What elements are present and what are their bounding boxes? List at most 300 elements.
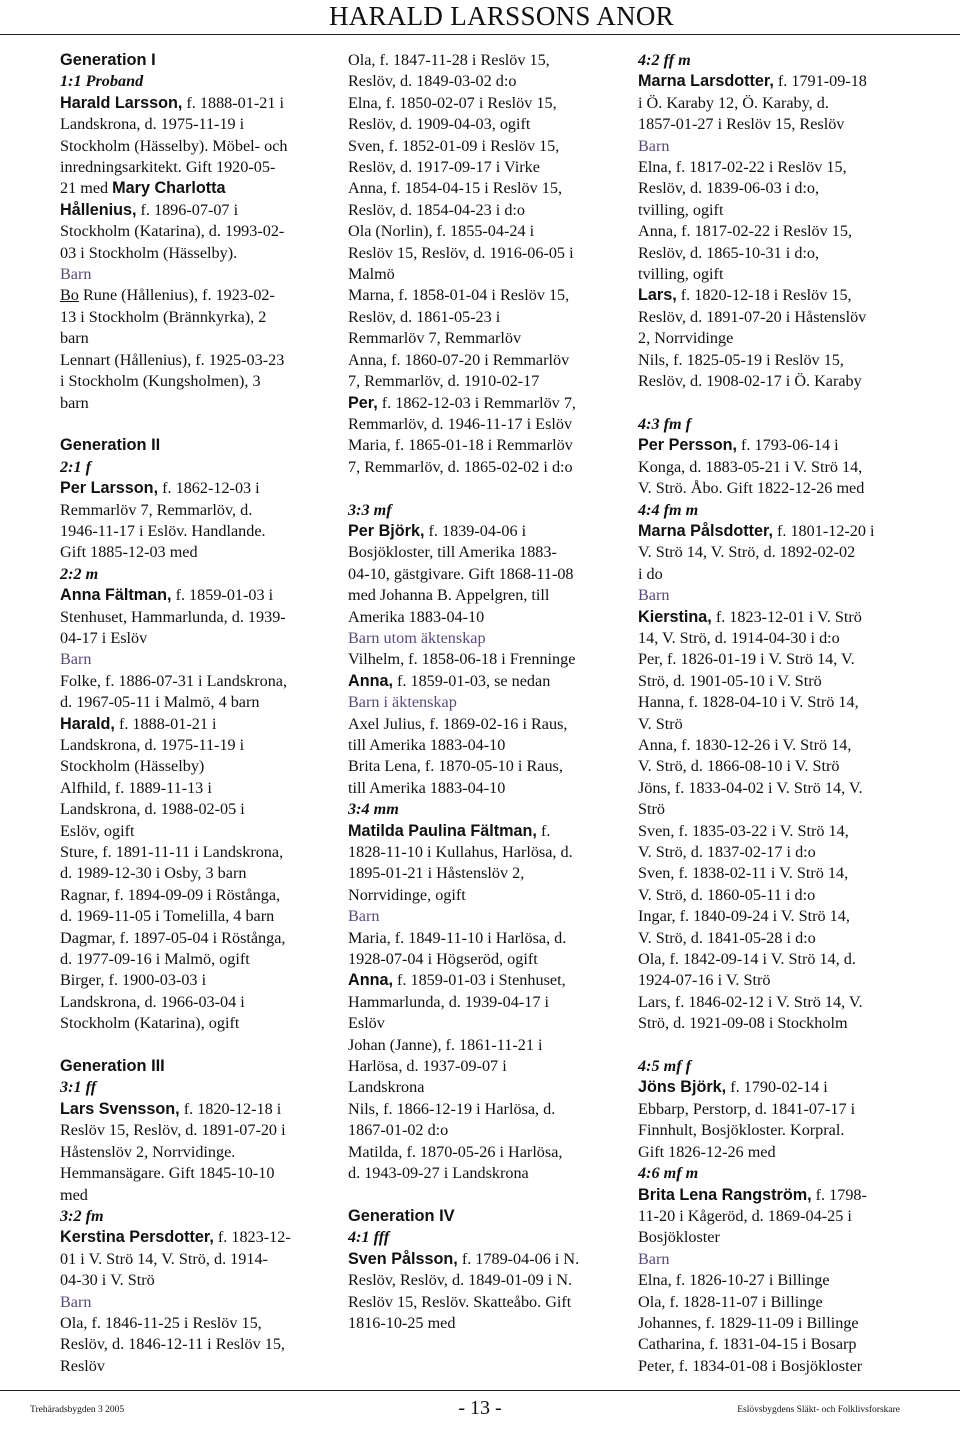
text-line — [638, 949, 910, 970]
line-text-rest: f. 1862-12-03 i — [158, 479, 260, 498]
line-text: Sven, f. 1835-03-22 i V. Strö 14, — [638, 821, 849, 840]
text-line — [60, 692, 326, 713]
line-text: Landskrona, d. 1966-03-04 i — [60, 992, 245, 1011]
line-text-rest: f. 1839-04-06 i — [424, 521, 527, 540]
line-text: 7, Remmarlöv, d. 1910-02-17 — [348, 372, 540, 391]
line-text: Barn — [638, 136, 670, 155]
text-line — [60, 328, 326, 349]
text-line — [638, 863, 910, 884]
text-line — [638, 542, 910, 563]
line-text: Catharina, f. 1831-04-15 i Bosarp — [638, 1335, 857, 1354]
line-text: Marna Larsdotter, — [638, 72, 774, 91]
text-line — [60, 1334, 326, 1355]
text-line — [638, 1334, 910, 1355]
line-text: Strö, d. 1901-05-10 i V. Strö — [638, 671, 822, 690]
line-text: Axel Julius, f. 1869-02-16 i Raus, — [348, 714, 568, 733]
text-line — [60, 1120, 326, 1141]
line-text: 1924-07-16 i V. Strö — [638, 971, 771, 990]
line-text: Anna, — [348, 971, 393, 990]
person-entry — [638, 285, 910, 306]
line-text-rest: Rune (Hållenius), f. 1923-02- — [78, 286, 275, 305]
line-text: till Amerika 1883-04-10 — [348, 735, 506, 754]
line-text: 11-20 i Kågeröd, d. 1869-04-25 i — [638, 1206, 852, 1225]
text-line — [60, 756, 326, 777]
line-text: med — [60, 1185, 88, 1204]
line-text: Remmarlöv, d. 1946-11-17 i Eslöv — [348, 414, 573, 433]
line-text-rest: f. 1790-02-14 i — [726, 1078, 828, 1097]
line-text: Ola, f. 1842-09-14 i V. Strö 14, d. — [638, 950, 856, 969]
line-text-rest: f. 1859-01-03 i — [171, 586, 274, 605]
text-line — [348, 93, 620, 114]
line-text: Generation III — [60, 1057, 165, 1076]
children-heading — [348, 906, 620, 927]
line-text-rest: f. 1793-06-14 i — [736, 436, 839, 455]
line-text-rest: f. 1823-12- — [213, 1228, 291, 1247]
person-entry — [638, 607, 910, 628]
line-text: Gift 1826-12-26 med — [638, 1142, 776, 1161]
text-line — [638, 264, 910, 285]
text-line — [348, 1163, 620, 1184]
text-line — [638, 200, 910, 221]
line-text: Bosjökloster — [638, 1228, 720, 1247]
column-1 — [60, 50, 326, 1377]
line-text: Barn — [60, 650, 92, 669]
line-text: V. Strö, d. 1860-05-11 i d:o — [638, 885, 816, 904]
text-line — [348, 457, 620, 478]
text-line — [60, 842, 326, 863]
line-text: Harald, — [60, 714, 115, 733]
text-line — [60, 542, 326, 563]
text-line — [348, 414, 620, 435]
text-line — [638, 371, 910, 392]
text-line — [348, 114, 620, 135]
text-line — [348, 1077, 620, 1098]
generation-heading — [348, 1206, 620, 1227]
text-line — [348, 607, 620, 628]
line-text: barn — [60, 329, 89, 348]
line-text-rest: f. 1820-12-18 i Reslöv 15, — [676, 286, 852, 305]
line-text: Harlösa, d. 1937-09-07 i — [348, 1057, 507, 1076]
page-number: - 13 - — [458, 1397, 502, 1419]
line-text: Sven, f. 1838-02-11 i V. Strö 14, — [638, 864, 849, 883]
line-text-rest: f. 1896-07-07 i — [136, 200, 239, 219]
person-entry — [60, 1099, 326, 1120]
ancestor-code — [348, 1227, 620, 1248]
line-text: Marna Pålsdotter, — [638, 521, 773, 540]
spacer — [60, 1035, 326, 1056]
line-text: 4:3 fm f — [638, 414, 692, 433]
line-text: Ola, f. 1846-11-25 i Reslöv 15, — [60, 1313, 262, 1332]
line-text: Elna, f. 1826-10-27 i Billinge — [638, 1271, 830, 1290]
footer-society: Eslövsbygdens Släkt- och Folklivsforskare — [737, 1405, 900, 1415]
line-text: Elna, f. 1850-02-07 i Reslöv 15, — [348, 93, 557, 112]
text-line — [348, 157, 620, 178]
line-text: Per Larsson, — [60, 479, 159, 498]
line-text: tvilling, ogift — [638, 200, 724, 219]
text-line — [60, 136, 326, 157]
line-text: Jöns Björk, — [638, 1078, 727, 1097]
line-text: Malmö — [348, 265, 395, 284]
line-text: Dagmar, f. 1897-05-04 i Röstånga, — [60, 928, 286, 947]
text-line — [348, 435, 620, 456]
footer-publication: Trehäradsbygden 3 2005 — [30, 1405, 125, 1415]
line-text: Ola, f. 1828-11-07 i Billinge — [638, 1292, 823, 1311]
line-text: Anna, f. 1830-12-26 i V. Strö 14, — [638, 735, 852, 754]
text-line — [638, 1356, 910, 1377]
text-line — [638, 628, 910, 649]
line-text: i do — [638, 564, 663, 583]
line-text: V. Strö. Åbo. Gift 1822-12-26 med — [638, 479, 865, 498]
person-entry — [60, 585, 326, 606]
line-text: Landskrona, d. 1975-11-19 i — [60, 735, 245, 754]
line-text: Brita Lena Rangström, — [638, 1185, 812, 1204]
line-text: 1:1 Proband — [60, 72, 144, 91]
ancestor-code — [638, 500, 910, 521]
line-text: Per, f. 1826-01-19 i V. Strö 14, V. — [638, 650, 855, 669]
text-line — [638, 756, 910, 777]
text-line — [60, 393, 326, 414]
text-line — [638, 307, 910, 328]
ancestor-code — [638, 1163, 910, 1184]
text-line — [348, 264, 620, 285]
person-entry — [638, 1185, 910, 1206]
line-text: till Amerika 1883-04-10 — [348, 778, 506, 797]
ancestor-code — [60, 1077, 326, 1098]
line-text: Birger, f. 1900-03-03 i — [60, 971, 207, 990]
children-heading — [348, 692, 620, 713]
text-line — [638, 928, 910, 949]
ancestor-code — [348, 500, 620, 521]
line-text: V. Strö 14, V. Strö, d. 1892-02-02 — [638, 543, 856, 562]
line-text: Barn — [60, 265, 92, 284]
text-line — [638, 157, 910, 178]
line-text: d. 1977-09-16 i Malmö, ogift — [60, 950, 250, 969]
text-line — [348, 1056, 620, 1077]
text-line — [60, 906, 326, 927]
line-text: 1946-11-17 i Eslöv. Handlande. — [60, 521, 266, 540]
line-text: Nils, f. 1866-12-19 i Harlösa, d. — [348, 1099, 556, 1118]
text-line — [348, 178, 620, 199]
text-line — [348, 1013, 620, 1034]
line-text: Stockholm (Katarina), ogift — [60, 1014, 240, 1033]
line-text-rest: f. 1859-01-03 i Stenhuset, — [392, 971, 566, 990]
text-line — [638, 714, 910, 735]
text-line — [348, 1035, 620, 1056]
line-text: 04-30 i V. Strö — [60, 1271, 155, 1290]
line-text: V. Strö — [638, 714, 683, 733]
line-text: Sven, f. 1852-01-09 i Reslöv 15, — [348, 136, 560, 155]
line-text: Peter, f. 1834-01-08 i Bosjökloster — [638, 1356, 863, 1375]
line-text: Ingar, f. 1840-09-24 i V. Strö 14, — [638, 907, 850, 926]
text-line — [348, 756, 620, 777]
text-line — [638, 1313, 910, 1334]
text-line — [638, 328, 910, 349]
line-text: Strö — [638, 800, 665, 819]
text-line — [60, 992, 326, 1013]
text-line — [60, 928, 326, 949]
line-text: Anna Fältman, — [60, 586, 172, 605]
line-text-rest: f. 1789-04-06 i N. — [457, 1249, 580, 1268]
text-line — [348, 1313, 620, 1334]
line-text: Barn — [638, 586, 670, 605]
ancestor-code — [638, 414, 910, 435]
line-text: 4:1 fff — [348, 1228, 390, 1247]
text-line — [60, 735, 326, 756]
person-entry — [60, 93, 326, 114]
text-line — [60, 521, 326, 542]
text-line — [348, 1120, 620, 1141]
line-text: Barn i äktenskap — [348, 693, 457, 712]
page-footer — [0, 1390, 960, 1431]
line-text: Landskrona — [348, 1078, 425, 1097]
line-text: Amerika 1883-04-10 — [348, 607, 485, 626]
line-text: Anna, f. 1860-07-20 i Remmarlöv — [348, 350, 570, 369]
line-text: Lars, f. 1846-02-12 i V. Strö 14, V. — [638, 992, 863, 1011]
text-line — [638, 350, 910, 371]
text-line — [60, 607, 326, 628]
line-text: Kierstina, — [638, 607, 712, 626]
text-line — [348, 200, 620, 221]
text-line — [348, 350, 620, 371]
line-text-rest: f. — [536, 821, 551, 840]
line-text-rest: f. 1820-12-18 i — [179, 1099, 282, 1118]
ancestor-code — [60, 1206, 326, 1227]
line-text: Vilhelm, f. 1858-06-18 i Frenninge — [348, 650, 576, 669]
text-line — [348, 243, 620, 264]
text-line — [60, 885, 326, 906]
text-line — [60, 1356, 326, 1377]
text-line — [348, 542, 620, 563]
line-text: 21 med — [60, 179, 113, 198]
line-text: Ragnar, f. 1894-09-09 i Röstånga, — [60, 885, 281, 904]
ancestor-code — [348, 799, 620, 820]
text-line — [638, 649, 910, 670]
person-entry — [60, 200, 326, 221]
text-line — [638, 992, 910, 1013]
line-text: tvilling, ogift — [638, 265, 724, 284]
line-text: Gift 1885-12-03 med — [60, 543, 198, 562]
line-text: Bosjökloster, till Amerika 1883- — [348, 543, 557, 562]
line-text: Stockholm (Katarina), d. 1993-02- — [60, 222, 285, 241]
line-text: Stenhuset, Hammarlunda, d. 1939- — [60, 607, 286, 626]
person-entry — [348, 821, 620, 842]
line-text: Reslöv, d. 1891-07-20 i Håstenslöv — [638, 307, 867, 326]
line-text: Norrvidinge, ogift — [348, 885, 466, 904]
line-text: d. 1967-05-11 i Malmö, 4 barn — [60, 693, 260, 712]
line-text-rest: f. 1823-12-01 i V. Strö — [711, 607, 862, 626]
line-text: 04-10, gästgivare. Gift 1868-11-08 — [348, 564, 574, 583]
ancestor-code — [60, 71, 326, 92]
line-text: Reslöv, d. 1908-02-17 i Ö. Karaby — [638, 372, 862, 391]
line-text: 4:6 mf m — [638, 1164, 699, 1183]
text-line — [60, 371, 326, 392]
line-text: Hanna, f. 1828-04-10 i V. Strö 14, — [638, 693, 859, 712]
line-text: 1828-11-10 i Kullahus, Harlösa, d. — [348, 843, 573, 862]
person-entry — [60, 478, 326, 499]
line-text: Per Persson, — [638, 436, 737, 455]
text-line — [60, 350, 326, 371]
line-text: Marna, f. 1858-01-04 i Reslöv 15, — [348, 286, 570, 305]
line-text: 3:2 fm — [60, 1206, 104, 1225]
line-text: 13 i Stockholm (Brännkyrka), 2 — [60, 307, 267, 326]
line-text: Kerstina Persdotter, — [60, 1228, 214, 1247]
text-line — [60, 1142, 326, 1163]
text-line — [60, 821, 326, 842]
line-text: Nils, f. 1825-05-19 i Reslöv 15, — [638, 350, 844, 369]
text-line — [638, 1142, 910, 1163]
text-line — [638, 1292, 910, 1313]
text-line — [638, 1120, 910, 1141]
line-text: Konga, d. 1883-05-21 i V. Strö 14, — [638, 457, 863, 476]
text-line — [348, 714, 620, 735]
line-text: Barn — [60, 1292, 92, 1311]
text-line — [348, 136, 620, 157]
line-text: Stockholm (Hässelby). Möbel- och — [60, 136, 288, 155]
line-text: Generation I — [60, 51, 156, 69]
line-text: med Johanna B. Appelgren, till — [348, 586, 550, 605]
text-line — [638, 114, 910, 135]
text-line — [348, 735, 620, 756]
text-line — [60, 1313, 326, 1334]
text-line — [638, 692, 910, 713]
text-line — [638, 970, 910, 991]
text-line — [638, 564, 910, 585]
line-text: Ola (Norlin), f. 1855-04-24 i — [348, 222, 535, 241]
text-line — [348, 949, 620, 970]
line-text-rest: f. 1862-12-03 i Remmarlöv 7, — [377, 393, 576, 412]
text-line — [348, 992, 620, 1013]
text-line — [348, 328, 620, 349]
text-line — [348, 1292, 620, 1313]
page-title: HARALD LARSSONS ANOR — [0, 0, 960, 35]
line-text: Reslöv 15, Reslöv, d. 1916-06-05 i — [348, 243, 574, 262]
text-line — [638, 799, 910, 820]
text-line — [60, 799, 326, 820]
line-text: Landskrona, d. 1988-02-05 i — [60, 800, 245, 819]
text-line — [348, 371, 620, 392]
text-line — [348, 285, 620, 306]
line-text: Reslöv, Reslöv, d. 1849-01-09 i N. — [348, 1271, 573, 1290]
line-text: Barn utom äktenskap — [348, 628, 486, 647]
line-text: 4:5 mf f — [638, 1057, 692, 1076]
line-text-bold: Mary Charlotta — [112, 179, 226, 198]
line-text: V. Strö, d. 1841-05-28 i d:o — [638, 928, 816, 947]
text-line — [638, 735, 910, 756]
text-line — [348, 221, 620, 242]
person-entry — [638, 71, 910, 92]
ancestor-code — [60, 564, 326, 585]
spacer — [348, 478, 620, 499]
text-line — [60, 1185, 326, 1206]
text-line — [348, 50, 620, 71]
person-entry — [348, 1249, 620, 1270]
line-text-rest: f. 1888-01-21 i — [182, 93, 284, 112]
line-text: Sven Pålsson, — [348, 1249, 458, 1268]
line-text: Generation II — [60, 436, 161, 455]
column-2 — [348, 50, 620, 1334]
spacer — [638, 393, 910, 414]
line-text: 2, Norrvidinge — [638, 329, 734, 348]
line-text: d. 1989-12-30 i Osby, 3 barn — [60, 864, 247, 883]
line-text: Remmarlöv 7, Remmarlöv, d. — [60, 500, 253, 519]
line-text: Finnhult, Bosjökloster. Korpral. — [638, 1121, 845, 1140]
line-text: 4:4 fm m — [638, 500, 699, 519]
line-text: V. Strö, d. 1837-02-17 i d:o — [638, 843, 816, 862]
line-text: Reslöv, d. 1854-04-23 i d:o — [348, 200, 526, 219]
line-text: Johannes, f. 1829-11-09 i Billinge — [638, 1313, 859, 1332]
text-line — [348, 928, 620, 949]
text-line — [60, 778, 326, 799]
text-line — [348, 778, 620, 799]
text-line — [638, 778, 910, 799]
line-text: 3:3 mf — [348, 500, 392, 519]
line-text: Maria, f. 1865-01-18 i Remmarlöv — [348, 436, 573, 455]
text-line — [638, 478, 910, 499]
text-line — [638, 885, 910, 906]
line-text: 03 i Stockholm (Hässelby). — [60, 243, 238, 262]
line-text: 1867-01-02 d:o — [348, 1121, 449, 1140]
line-text: Reslöv, d. 1865-10-31 i d:o, — [638, 243, 820, 262]
ancestor-code — [638, 1056, 910, 1077]
line-text: Reslöv, d. 1849-03-02 d:o — [348, 72, 517, 91]
line-text: 01 i V. Strö 14, V. Strö, d. 1914- — [60, 1249, 268, 1268]
children-heading — [638, 585, 910, 606]
children-heading — [638, 136, 910, 157]
text-line — [60, 500, 326, 521]
line-text: V. Strö, d. 1866-08-10 i V. Strö — [638, 757, 840, 776]
line-text: Håstenslöv 2, Norrvidinge. — [60, 1142, 236, 1161]
line-text: Reslöv 15, Reslöv. Skatteåbo. Gift — [348, 1292, 572, 1311]
column-3 — [638, 50, 910, 1377]
text-line — [60, 628, 326, 649]
line-text: Per Björk, — [348, 521, 425, 540]
line-text-rest: f. 1801-12-20 i — [772, 521, 875, 540]
text-line — [60, 863, 326, 884]
spacer — [60, 414, 326, 435]
person-entry — [348, 671, 620, 692]
line-text-rest: f. 1791-09-18 — [773, 72, 867, 91]
line-text: i Stockholm (Kungsholmen), 3 — [60, 372, 261, 391]
line-text: Matilda, f. 1870-05-26 i Harlösa, — [348, 1142, 563, 1161]
line-text: Hammarlunda, d. 1939-04-17 i — [348, 992, 549, 1011]
text-line — [638, 221, 910, 242]
text-line — [348, 307, 620, 328]
text-line — [348, 1270, 620, 1291]
line-text: Elna, f. 1817-02-22 i Reslöv 15, — [638, 158, 847, 177]
line-text: Matilda Paulina Fältman, — [348, 821, 537, 840]
line-text: Stockholm (Hässelby) — [60, 757, 205, 776]
text-line — [638, 457, 910, 478]
person-entry — [348, 521, 620, 542]
generation-heading — [60, 435, 326, 456]
line-text: Barn — [348, 907, 380, 926]
text-line — [348, 564, 620, 585]
person-entry — [638, 435, 910, 456]
person-entry — [60, 1227, 326, 1248]
text-line — [60, 671, 326, 692]
line-text: Brita Lena, f. 1870-05-10 i Raus, — [348, 757, 563, 776]
line-text: 4:2 ff m — [638, 51, 691, 69]
person-entry — [348, 970, 620, 991]
line-text: 1895-01-21 i Håstenslöv 2, — [348, 864, 525, 883]
line-text: Eslöv — [348, 1014, 385, 1033]
text-line — [60, 949, 326, 970]
person-entry — [638, 521, 910, 542]
text-line — [60, 1249, 326, 1270]
text-line — [60, 178, 326, 199]
line-text: Bo — [60, 286, 79, 305]
text-line — [348, 585, 620, 606]
